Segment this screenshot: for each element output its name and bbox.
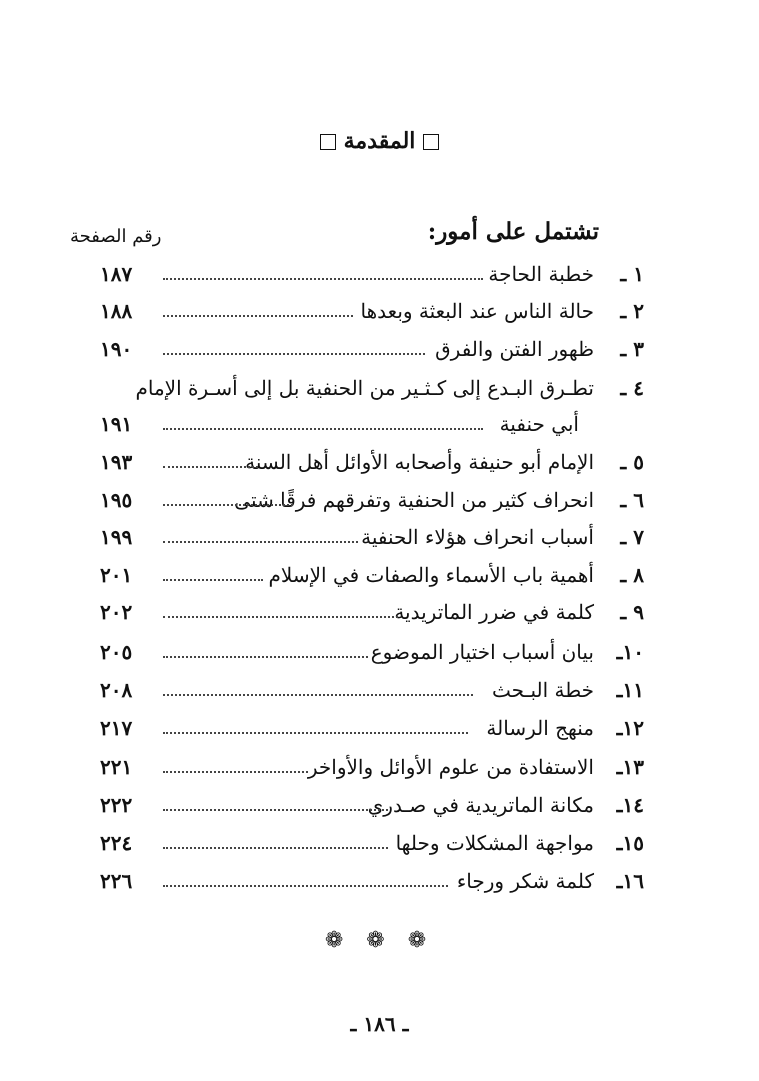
toc-entry	[0, 831, 759, 865]
toc-entry	[0, 376, 759, 410]
leader-dots	[163, 885, 448, 887]
toc-entry-number: ١ ـ	[620, 262, 644, 286]
intro-text: تشتمل على أمور:	[427, 218, 599, 245]
toc-entry-title: منهج الرسالة	[486, 716, 594, 740]
toc-entry-title: ظهور الفتن والفرق	[435, 337, 594, 361]
toc-entry-title: الاستفادة من علوم الأوائل والأواخر	[307, 755, 594, 779]
page-number: ـ ١٨٦ ـ	[350, 1012, 409, 1036]
toc-entry-number: ٨ ـ	[620, 563, 644, 587]
toc-entry	[0, 525, 759, 559]
toc-entry-title: بيان أسباب اختيار الموضوع	[370, 640, 594, 664]
toc-entry-page: ٢٢٢	[100, 793, 133, 817]
leader-dots	[163, 809, 388, 811]
toc-entry-number: ١٦ـ	[616, 869, 644, 893]
leader-dots	[163, 278, 483, 280]
toc-entry-number: ٥ ـ	[620, 450, 644, 474]
toc-entry	[0, 563, 759, 597]
toc-entry	[0, 337, 759, 371]
leader-dots	[163, 771, 308, 773]
toc-entry	[0, 678, 759, 712]
toc-entry-title: تطـرق البـدع إلى كـثـير من الحنفية بل إلى أسـرة الإمام	[135, 376, 594, 400]
toc-entry-page: ٢١٧	[100, 716, 133, 740]
toc-entry-page: ١٩٥	[100, 488, 133, 512]
toc-entry-number: ٢ ـ	[620, 299, 644, 323]
toc-entry-title: مكانة الماتريدية في صـدري	[367, 793, 594, 817]
toc-entry-page: ٢٢٦	[100, 869, 133, 893]
leader-dots	[163, 504, 293, 506]
toc-entry-number: ١٥ـ	[616, 831, 644, 855]
leader-dots	[163, 579, 263, 581]
toc-entry-number: ٦ ـ	[620, 488, 644, 512]
toc-entry	[0, 299, 759, 333]
toc-entry	[0, 450, 759, 484]
toc-entry-title: مواجهة المشكلات وحلها	[395, 831, 594, 855]
toc-entry-page: ١٩١	[100, 412, 133, 436]
section-end-ornament: ❁ ❁ ❁	[324, 928, 435, 953]
toc-entry-title: أهمية باب الأسماء والصفات في الإسلام	[268, 563, 594, 587]
toc-entry	[0, 869, 759, 903]
toc-entry	[0, 488, 759, 522]
toc-entry-page: ١٩٠	[100, 337, 133, 361]
toc-entry-page: ٢٠٥	[100, 640, 133, 664]
leader-dots	[163, 694, 473, 696]
leader-dots	[163, 616, 398, 618]
toc-entry-page: ١٩٣	[100, 450, 133, 474]
toc-entry-title-continuation: أبي حنفية	[499, 412, 579, 436]
toc-entry-number: ١٤ـ	[616, 793, 644, 817]
toc-entry-number: ٩ ـ	[620, 600, 644, 624]
toc-entry-title: انحراف كثير من الحنفية وتفرقهم فرقًا شتى	[234, 488, 594, 512]
toc-entry-title: كلمة في ضرر الماتريدية	[394, 600, 594, 624]
page-number-column-label: رقم الصفحة	[70, 226, 162, 247]
toc-entry-continuation	[0, 412, 759, 446]
toc-entry-title: كلمة شكر ورجاء	[456, 869, 594, 893]
toc-entry	[0, 793, 759, 827]
toc-entry-page: ٢٢١	[100, 755, 133, 779]
toc-entry-title: أسباب انحراف هؤلاء الحنفية	[361, 525, 594, 549]
toc-entry-title: الإمام أبو حنيفة وأصحابه الأوائل أهل السنة	[245, 450, 594, 474]
toc-entry-number: ١٣ـ	[616, 755, 644, 779]
toc-entry-page: ٢٠٢	[100, 600, 133, 624]
toc-entry-number: ٧ ـ	[620, 525, 644, 549]
leader-dots	[163, 315, 353, 317]
leader-dots	[163, 732, 468, 734]
leader-dots	[163, 541, 358, 543]
toc-entry	[0, 640, 759, 674]
leader-dots	[163, 428, 483, 430]
leader-dots	[163, 847, 388, 849]
heading-title: المقدمة	[343, 128, 416, 154]
leader-dots	[163, 353, 425, 355]
toc-entry	[0, 716, 759, 750]
toc-entry-page: ٢٢٤	[100, 831, 133, 855]
toc-entry-number: ٣ ـ	[620, 337, 644, 361]
toc-entry-page: ٢٠١	[100, 563, 133, 587]
toc-entry-page: ١٨٨	[100, 299, 133, 323]
toc-entry-title: خطة البـحث	[492, 678, 594, 702]
toc-entry-title: خطبة الحاجة	[488, 262, 594, 286]
toc-entry	[0, 262, 759, 296]
toc-entry	[0, 600, 759, 634]
toc-entry-number: ٤ ـ	[620, 376, 644, 400]
toc-entry	[0, 755, 759, 789]
toc-entry-page: ١٨٧	[100, 262, 133, 286]
toc-entry-page: ٢٠٨	[100, 678, 133, 702]
toc-entry-page: ١٩٩	[100, 525, 133, 549]
toc-entry-number: ١٢ـ	[616, 716, 644, 740]
leader-dots	[163, 656, 368, 658]
toc-entry-number: ١٠ـ	[616, 640, 644, 664]
toc-entry-number: ١١ـ	[616, 678, 644, 702]
toc-entry-title: حالة الناس عند البعثة وبعدها	[360, 299, 594, 323]
leader-dots	[163, 466, 258, 468]
